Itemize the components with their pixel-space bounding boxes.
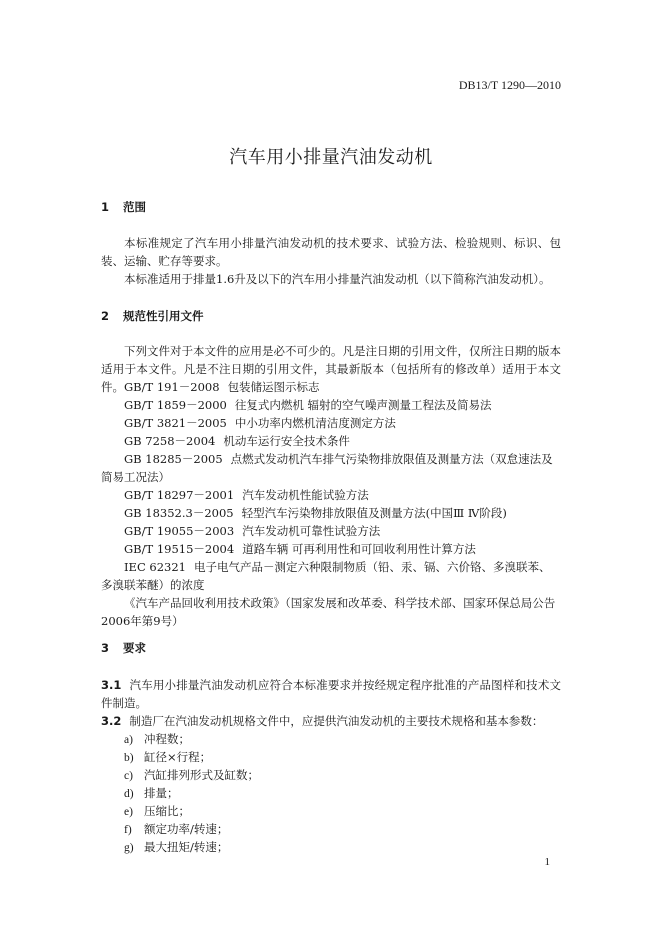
references-intro: 下列文件对于本文件的应用是必不可少的。凡是注日期的引用文件，仅所注日期的版本适用于本文件。凡是不注日期的引用文件，其最新版本（包括所有的修改单）适用于本文件。 [101,344,561,394]
reference-item [124,378,561,396]
list-text: 额定功率/转速； [144,822,229,836]
clause-number: 3.1 [101,678,122,692]
section-title: 规范性引用文件 [123,309,204,323]
reference-code: GB 7258－2004 [124,434,216,448]
list-marker: g) [124,842,134,854]
reference-item [101,450,561,486]
list-item [124,748,561,767]
clause-text: 汽车用小排量汽油发动机应符合本标准要求并按经规定程序批准的产品图样和技术文件制造。 [101,678,561,710]
list-text: 汽缸排列形式及缸数； [144,768,259,782]
list-item [124,802,561,821]
reference-title: 汽车发动机性能试验方法 [242,488,369,502]
reference-code: GB 18285－2005 [124,452,223,466]
list-marker: d) [124,788,134,800]
list-text: 压缩比； [144,804,190,818]
reference-item [124,432,561,450]
clause-number: 3.2 [101,714,122,728]
list-text: 排量； [144,786,179,800]
reference-code: GB/T 1859－2000 [124,398,227,412]
section-number: 2 [101,309,110,323]
reference-item [101,558,561,594]
list-text: 最大扭矩/转速； [144,840,229,854]
list-text: 缸径×行程； [144,750,212,764]
section-3-heading [101,640,146,656]
section-2-heading [101,308,204,324]
reference-item [124,486,561,504]
list-item [124,784,561,803]
list-marker: b) [124,752,134,764]
reference-title: 机动车运行安全技术条件 [223,434,350,448]
reference-code: GB/T 191－2008 [124,380,220,394]
clause-text: 制造厂在汽油发动机规格文件中，应提供汽油发动机的主要技术规格和基本参数： [129,714,544,728]
reference-item [124,522,561,540]
reference-code: GB/T 3821－2005 [124,416,227,430]
section-number: 1 [101,200,110,214]
document-title: 汽车用小排量汽油发动机 [229,147,433,168]
list-marker: a) [124,734,133,746]
section-title: 要求 [123,641,147,655]
list-item [124,838,561,857]
reference-code: GB/T 18297－2001 [124,488,235,502]
scope-paragraph-1: 本标准规定了汽车用小排量汽油发动机的技术要求、试验方法、检验规则、标识、包装、运输、贮存等要求。 [101,236,561,268]
scope-paragraph-2: 本标准适用于排量1.6升及以下的汽车用小排量汽油发动机（以下简称汽油发动机）。 [124,272,551,286]
reference-item [124,396,561,414]
reference-item [124,540,561,558]
reference-title: 道路车辆 可再利用性和可回收利用性计算方法 [242,542,476,556]
section-1-heading [101,199,146,215]
page-number: 1 [544,856,550,868]
list-item [124,820,561,839]
clause-3-1 [101,676,561,712]
document-code: DB13/T 1290—2010 [458,78,561,92]
list-marker: f) [124,824,132,836]
list-text: 冲程数； [144,732,190,746]
reference-title: 汽车发动机可靠性试验方法 [242,524,381,538]
list-item [124,766,561,785]
reference-title: 电子电气产品－测定六种限制物质（铅、汞、镉、六价铬、多溴联苯、多溴联苯醚）的浓度 [101,560,551,592]
reference-title: 中小功率内燃机清洁度测定方法 [234,416,396,430]
reference-code: IEC 62321 [124,560,186,574]
reference-code: GB 18352.3－2005 [124,506,234,520]
reference-item [124,504,561,522]
reference-title: 往复式内燃机 辐射的空气噪声测量工程法及简易法 [234,398,492,412]
list-item [124,730,561,749]
section-title: 范围 [123,200,147,214]
clause-3-2 [101,712,561,730]
reference-title: 《汽车产品回收利用技术政策》（国家发展和改革委、科学技术部、国家环保总局公告2006年第9号） [101,596,556,628]
reference-item [101,594,561,630]
reference-code: GB/T 19055－2003 [124,524,235,538]
reference-item [124,414,561,432]
section-number: 3 [101,641,110,655]
reference-title: 点燃式发动机汽车排气污染物排放限值及测量方法（双怠速法及简易工况法） [101,452,553,484]
reference-title: 轻型汽车污染物排放限值及测量方法(中国Ⅲ Ⅳ阶段) [241,506,507,520]
list-marker: e) [124,806,133,818]
reference-title: 包装储运图示标志 [227,380,320,394]
reference-code: GB/T 19515－2004 [124,542,235,556]
list-marker: c) [124,770,133,782]
